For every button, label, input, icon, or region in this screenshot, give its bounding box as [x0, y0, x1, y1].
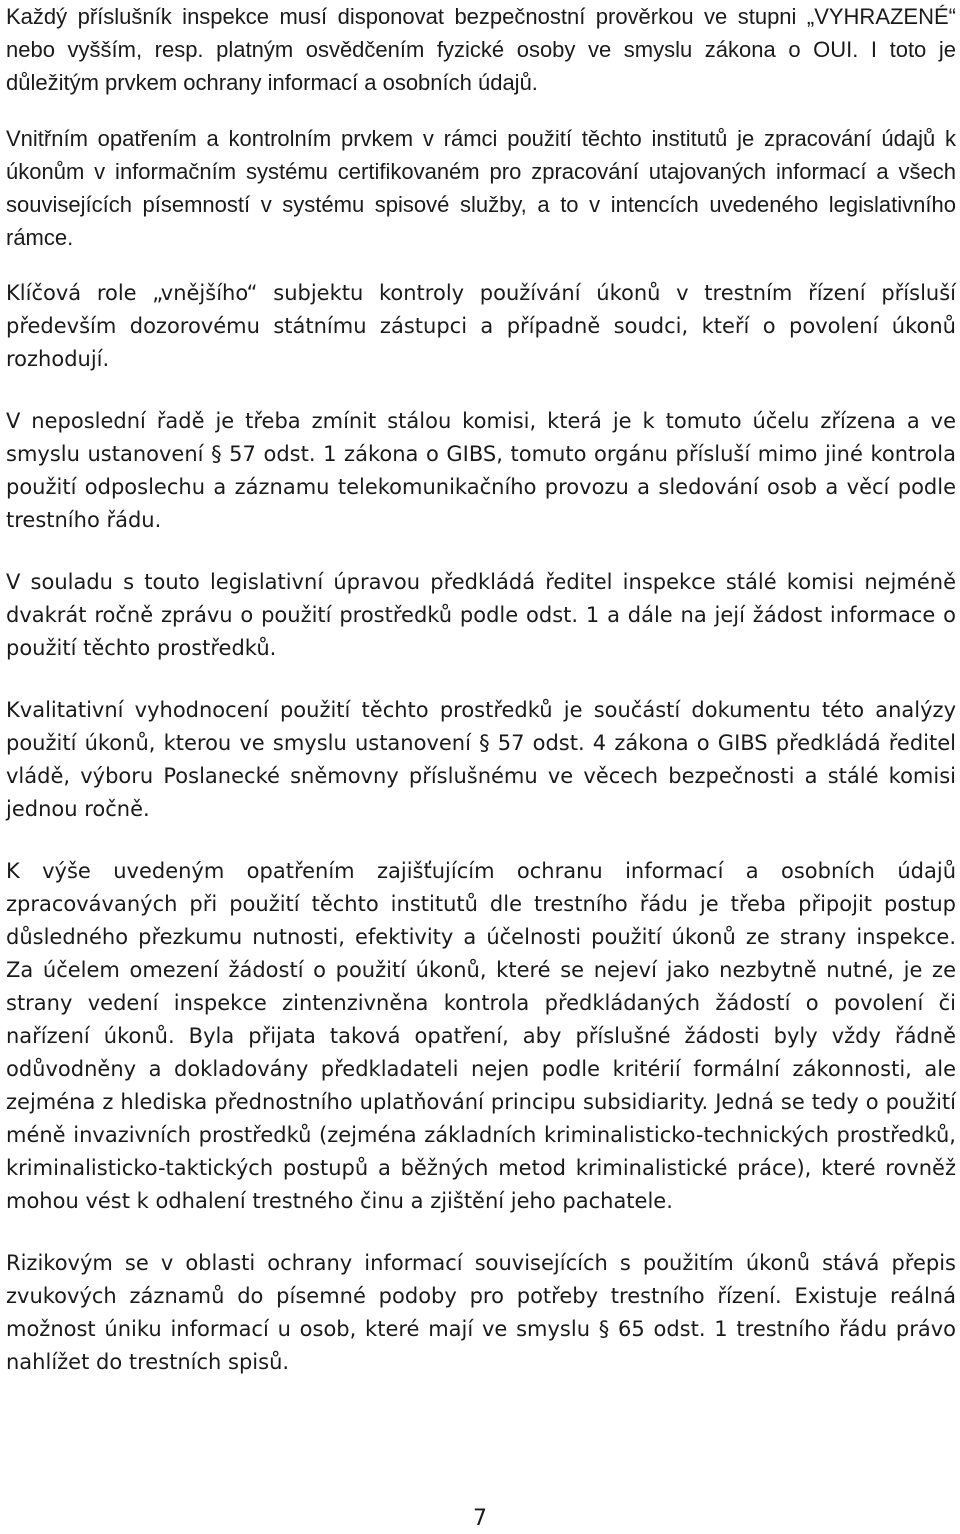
paragraph-external-control: Klíčová role „vnějšího“ subjektu kontroly používání úkonů v trestním řízení přísluší především dozorovému státnímu zástupci a případně soudci, kteří o povolení úkonů rozhodují.: [6, 281, 956, 371]
paragraph-director-report: V souladu s touto legislativní úpravou předkládá ředitel inspekce stálé komisi nejméně dvakrát ročně zprávu o použití prostředků podle odst. 1 a dále na její žádost informace o použití těchto prostředků.: [6, 570, 956, 660]
paragraph-qualitative-evaluation: Kvalitativní vyhodnocení použití těchto prostředků je součástí dokumentu této analýzy použití úkonů, kterou ve smyslu ustanovení § 57 odst. 4 zákona o GIBS předkládá ředitel vládě, výboru Poslanecké sněmovny příslušnému ve věcech bezpečnosti a stálé komisi jednou ročně.: [6, 698, 956, 821]
paragraph-security-clearance: Každý příslušník inspekce musí disponovat bezpečnostní prověrkou ve stupni „VYHRAZENÉ“ nebo vyšším, resp. platným osvědčením fyzické osoby ve smyslu zákona o OUI. I toto je důležitým prvkem ochrany informací a osobních údajů.: [6, 4, 956, 95]
paragraph-review-procedure: K výše uvedeným opatřením zajišťujícím ochranu informací a osobních údajů zpracovávaných při použití těchto institutů dle trestního řádu je třeba připojit postup důsledného přezkumu nutnosti, efektivity a účelnosti použití úkonů ze strany inspekce. Za účelem omezení žádostí o použití úkonů, které se nejeví jako nezbytně nutné, je ze strany vedení inspekce zintenzivněna kontrola předkládaných žádostí o povolení či nařízení úkonů. Byla přijata taková opatření, aby příslušné žádosti byly vždy řádně odůvodněny a dokladovány předkladateli nejen podle kritérií formální zákonnosti, ale zejména z hlediska přednostního uplatňování principu subsidiarity. Jedná se tedy o použití méně invazivních prostředků (zejména základních kriminalisticko-technických prostředků, kriminalisticko-taktických postupů a běžných metod kriminalistické práce), které rovněž mohou vést k odhalení trestného činu a zjištění jeho pachatele.: [6, 859, 956, 1213]
paragraph-standing-commission: V neposlední řadě je třeba zmínit stálou komisi, která je k tomuto účelu zřízena a ve smyslu ustanovení § 57 odst. 1 zákona o GIBS, tomuto orgánu přísluší mimo jiné kontrola použití odposlechu a záznamu telekomunikačního provozu a sledování osob a věcí podle trestního řádu.: [6, 409, 956, 532]
paragraph-transcription-risk: Rizikovým se v oblasti ochrany informací souvisejících s použitím úkonů stává přepis zvukových záznamů do písemné podoby pro potřeby trestního řízení. Existuje reálná možnost úniku informací u osob, které mají ve smyslu § 65 odst. 1 trestního řádu právo nahlížet do trestních spisů.: [6, 1251, 956, 1374]
paragraph-internal-measures: Vnitřním opatřením a kontrolním prvkem v rámci použití těchto institutů je zpracování údajů k úkonům v informačním systému certifikovaném pro zpracování utajovaných informací a všech souvisejících písemností v systému spisové služby, a to v intencích uvedeného legislativního rámce.: [6, 126, 956, 250]
document-body: [6, 0, 956, 1379]
page-number: 7: [473, 1506, 487, 1531]
